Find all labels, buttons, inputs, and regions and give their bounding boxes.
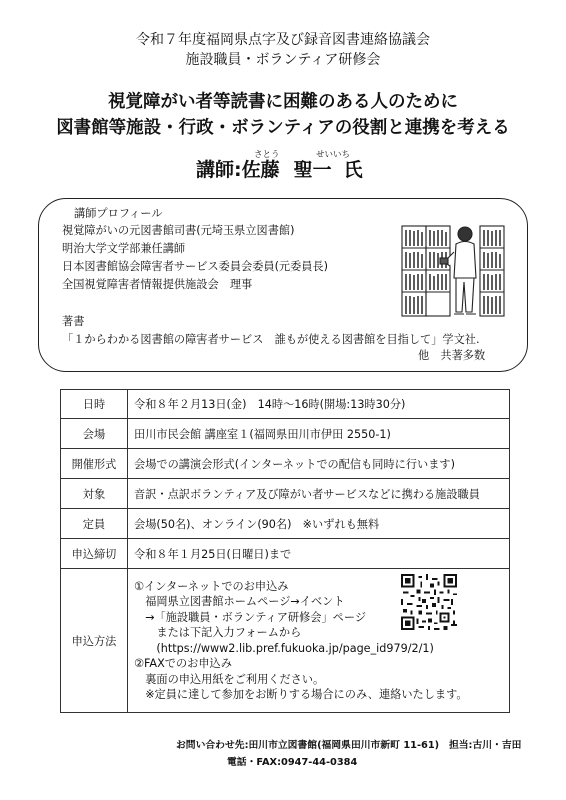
row-value-capacity: 会場(50名)、オンライン(90名) ※いずれも無料: [128, 509, 510, 539]
profile-heading: 講師プロフィール: [74, 207, 163, 220]
book-title: 「１からわかる図書館の障害者サービス 誰もが使える図書館を目指して」学文社.: [62, 333, 480, 346]
row-value-target: 音訳・点訳ボランティア及び障がい者サービスなどに携わる施設職員: [128, 479, 510, 509]
lecture-title-line1: 視覚障がい者等読書に困難のある人のために: [108, 92, 458, 112]
row-value-date: 令和８年２月13日(金) 14時～16時(開場:13時30分): [128, 390, 510, 419]
row-key-format: 開催形式: [61, 449, 128, 479]
lecturer-honorific: 氏: [343, 159, 363, 181]
apply-line: 福岡県立図書館ホームページ→イベント: [134, 595, 345, 608]
profile-item: 全国視覚障害者情報提供施設会 理事: [62, 278, 253, 291]
lecturer-name: [196, 155, 363, 182]
ruby-surname: さとう: [254, 150, 280, 160]
row-key-date: 日時: [61, 390, 128, 419]
organizer-title: 令和７年度福岡県点字及び録音図書連絡協議会: [136, 32, 430, 48]
ruby-given: せいいち: [316, 150, 351, 160]
lecturer-given: 聖一: [293, 159, 332, 181]
row-key-deadline: 申込締切: [61, 539, 128, 569]
contact-address: お問い合わせ先:田川市立図書館(福岡県田川市新町 11-61) 担当:古川・吉田: [176, 740, 522, 751]
other-books: 他 共著多数: [418, 349, 486, 362]
row-key-apply: 申込方法: [61, 569, 128, 713]
profile-item: 明治大学文学部兼任講師: [62, 242, 186, 255]
row-value-venue: 田川市民会館 講座室１(福岡県田川市伊田 2550-1): [128, 419, 510, 449]
table-row: [61, 539, 510, 569]
event-title: 施設職員・ボランティア研修会: [185, 52, 381, 68]
table-row: [61, 479, 510, 509]
profile-item: 視覚障がいの元図書館司書(元埼玉県立図書館): [62, 224, 295, 237]
apply-line: ①インターネットでのお申込み: [134, 579, 289, 593]
row-value-format: 会場での講演会形式(インターネットでの配信も同時に行います): [128, 449, 510, 479]
apply-line: ②FAXでのお申込み: [134, 657, 232, 670]
lecture-title-line2: 図書館等施設・行政・ボランティアの役割と連携を考える: [56, 118, 510, 138]
contact-phone: 電話・FAX:0947-44-0384: [227, 757, 358, 768]
event-info-table: [60, 389, 510, 713]
lecturer-label: 講師:: [196, 159, 242, 181]
qr-code-icon[interactable]: [401, 574, 457, 630]
apply-line: 裏面の申込用紙をご利用ください。: [134, 672, 325, 686]
apply-line: または下記入力フォームから: [134, 626, 302, 639]
person-at-bookshelf-illustration: [396, 212, 508, 322]
books-heading: 著書: [62, 315, 85, 328]
table-row: [61, 390, 510, 419]
lecturer-surname: 佐藤: [241, 159, 280, 181]
apply-url[interactable]: (https://www2.lib.pref.fukuoka.jp/page_id979/2/1): [134, 641, 434, 655]
table-row: [61, 449, 510, 479]
profile-item: 日本図書館協会障害者サービス委員会委員(元委員長): [62, 260, 329, 273]
row-value-deadline: 令和８年１月25日(日曜日)まで: [128, 539, 510, 569]
table-row: [61, 419, 510, 449]
row-key-venue: 会場: [61, 419, 128, 449]
row-key-target: 対象: [61, 479, 128, 509]
apply-line: ※定員に達して参加をお断りする場合にのみ、連絡いたします。: [134, 688, 468, 701]
table-row: [61, 509, 510, 539]
row-key-capacity: 定員: [61, 509, 128, 539]
apply-line: →「施設職員・ボランティア研修会」ページ: [134, 610, 367, 624]
